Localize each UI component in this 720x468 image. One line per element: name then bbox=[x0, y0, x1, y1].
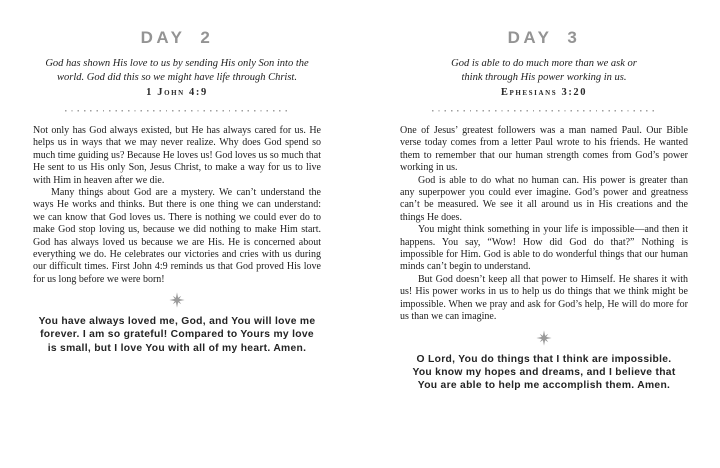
prayer-text bbox=[400, 353, 688, 393]
verse-text bbox=[400, 57, 688, 84]
verse-text bbox=[33, 57, 321, 84]
prayer-line: You know my hopes and dreams, and I believe that bbox=[412, 366, 676, 378]
devotional-body bbox=[33, 125, 321, 286]
star-ornament-icon bbox=[169, 292, 185, 308]
verse-reference: Ephesians 3:20 bbox=[500, 87, 588, 98]
verse-line: God is able to do much more than we ask or bbox=[451, 58, 637, 69]
verse-line: think through His power working in us. bbox=[461, 71, 627, 83]
prayer-text bbox=[33, 315, 321, 355]
devotional-paragraph: One of Jesus’ greatest followers was a man named Paul. Our Bible verse today comes from a letter Paul wrote to his friends. He wanted them to remember that our human strength comes from God’s power working in us. bbox=[400, 125, 688, 174]
devotional-paragraph: God is able to do what no human can. His power is greater than any superpower you could ever imagine. God’s power and greatness can’t be measured. We see it all around us in His creations and the things He does. bbox=[400, 174, 688, 223]
devotional-paragraph: Many things about God are a mystery. We can’t understand the ways He works and thinks. But there is one thing we can understand: we can know that God loves us. There is nothing we could ever do to make God stop loving us, because we did nothing to make Him start. God has always loved us because we are His. He is concerned about everything we do. He celebrates our victories and cries with us during our difficult times. First John 4:9 reminds us that God proved His love for us long before we were born! bbox=[33, 187, 321, 285]
prayer-line: forever. I am so grateful! Compared to Yours my love bbox=[40, 329, 314, 341]
devotional-body bbox=[400, 125, 688, 324]
prayer-line: You are able to help me accomplish them. Amen. bbox=[417, 379, 671, 391]
prayer-line: is small, but I love You with all of my heart. Amen. bbox=[47, 342, 307, 354]
verse-reference: 1 John 4:9 bbox=[146, 87, 208, 98]
page-day-3 bbox=[360, 0, 720, 468]
page-content bbox=[33, 28, 321, 355]
day-heading: DAY 3 bbox=[507, 28, 581, 47]
star-ornament-icon bbox=[536, 330, 552, 346]
devotional-paragraph: But God doesn’t keep all that power to Himself. He shares it with us! His power works in us to help us do things that we think might be impossible. When we pray and ask for God’s help, He will do more for us than we can imagine. bbox=[400, 273, 688, 323]
page-content bbox=[400, 28, 688, 392]
verse-line: God has shown His love to us by sending His only Son into the bbox=[45, 58, 309, 69]
prayer-line: You have always loved me, God, and You will love me bbox=[38, 316, 316, 328]
prayer-line: O Lord, You do things that I think are impossible. bbox=[416, 353, 672, 365]
devotional-paragraph: You might think something in your life is impossible—and then it happens. You say, “Wow! How did God do that?” Nothing is impossible for Him. God is able to do wonderful things that our human minds can’t begin to understand. bbox=[400, 224, 688, 273]
day-heading: DAY 2 bbox=[140, 28, 214, 47]
dotted-divider bbox=[65, 110, 289, 112]
verse-line: world. God did this so we might have life through Christ. bbox=[57, 71, 297, 83]
dotted-divider bbox=[432, 110, 656, 112]
devotional-paragraph: Not only has God always existed, but He has always cared for us. He helps us in ways that we may never realize. Why does God spend so much time guiding us? Because He loves us! God loves us so much that He sent to us His only Son, Jesus Christ, to make a way for us to live with Him in heaven after we die. bbox=[33, 125, 322, 186]
